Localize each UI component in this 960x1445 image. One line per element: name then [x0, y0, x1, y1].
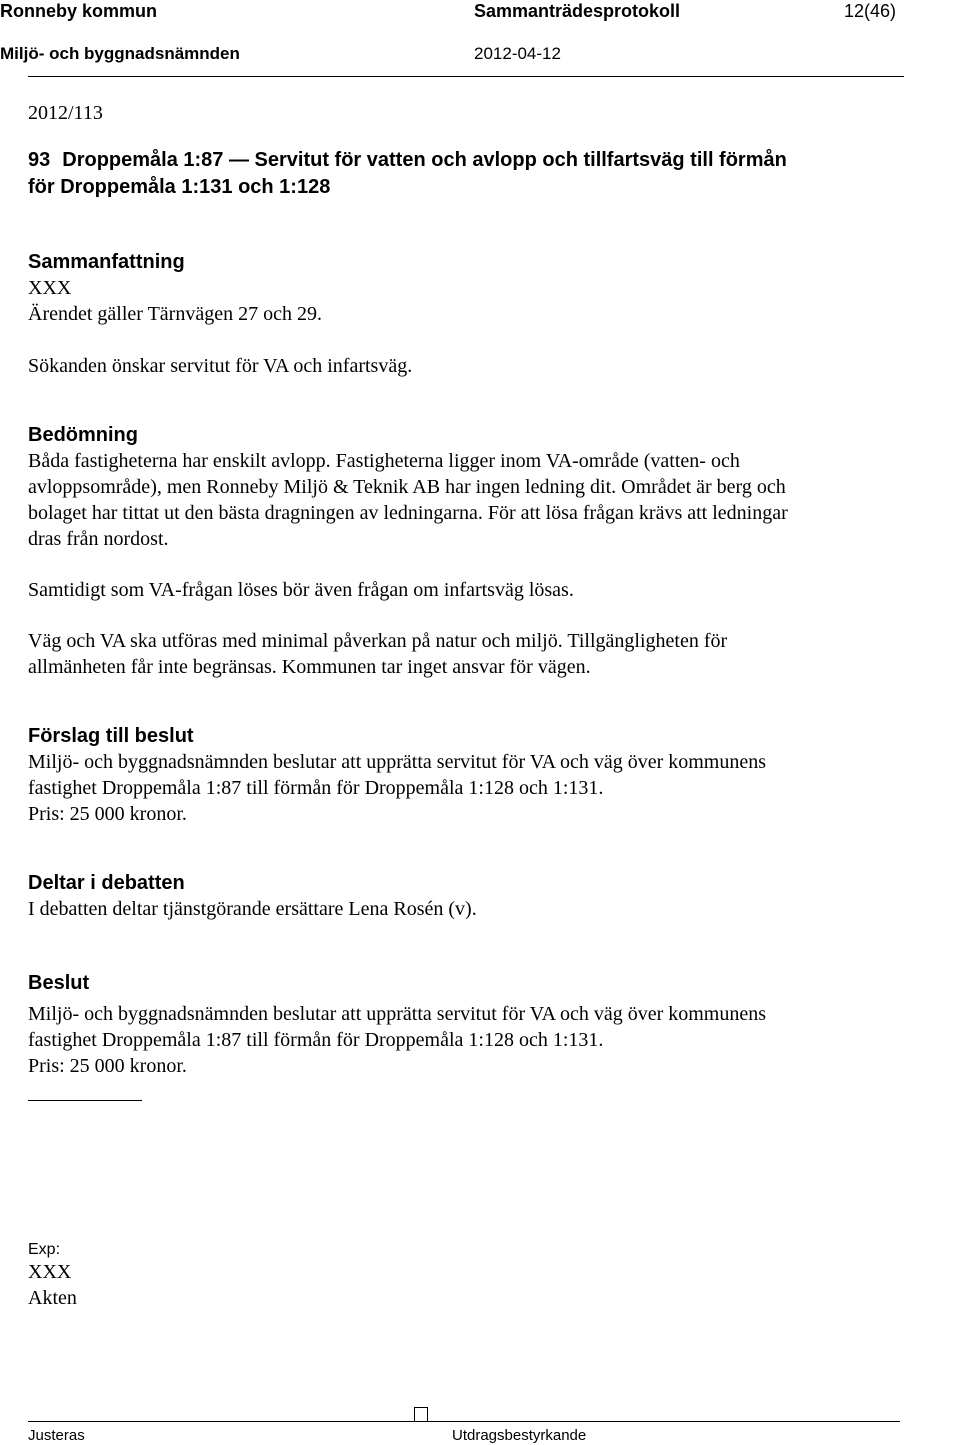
- bedomning-line: Väg och VA ska utföras med minimal påverkan på natur och miljö. Tillgängligheten för: [28, 630, 728, 652]
- section-number: 93: [28, 149, 51, 171]
- footer-justeras: Justeras: [28, 1427, 85, 1444]
- footer-mark: [414, 1407, 428, 1421]
- section-title-line1: Droppemåla 1:87 — Servitut för vatten och avlopp och tillfartsväg till förmån: [62, 149, 787, 171]
- footer-divider: [28, 1421, 900, 1422]
- forslag-line: Pris: 25 000 kronor.: [28, 803, 187, 825]
- section-title: [28, 147, 908, 201]
- expedition-label: Exp:: [28, 1241, 61, 1258]
- municipality-name: Ronneby kommun: [0, 1, 158, 21]
- committee-name: Miljö- och byggnadsnämnden: [0, 44, 240, 63]
- heading-forslag: Förslag till beslut: [28, 725, 194, 747]
- forslag-line: Miljö- och byggnadsnämnden beslutar att upprätta servitut för VA och väg över kommunens: [28, 751, 767, 773]
- page-number: 12(46): [844, 1, 897, 21]
- expedition-list: [28, 1259, 908, 1311]
- header-divider: [28, 76, 904, 77]
- bedomning-para2: Samtidigt som VA-frågan löses bör även frågan om infartsväg lösas.: [28, 579, 574, 601]
- heading-beslut: Beslut: [28, 972, 90, 994]
- heading-bedomning: Bedömning: [28, 424, 138, 446]
- footer-utdragsbestyrkande: Utdragsbestyrkande: [452, 1427, 587, 1444]
- expedition-item: Akten: [28, 1287, 77, 1309]
- signature-line: [28, 1100, 142, 1101]
- expedition-item: XXX: [28, 1261, 72, 1283]
- case-number: 2012/113: [28, 102, 103, 124]
- bedomning-para1: [28, 448, 908, 552]
- section-title-line2: för Droppemåla 1:131 och 1:128: [28, 176, 331, 198]
- heading-sammanfattning: Sammanfattning: [28, 251, 185, 273]
- bedomning-line: Båda fastigheterna har enskilt avlopp. Fastigheterna ligger inom VA-område (vatten- och: [28, 450, 740, 472]
- beslut-text: [28, 1001, 908, 1079]
- document-type: Sammanträdesprotokoll: [474, 1, 681, 21]
- beslut-line: fastighet Droppemåla 1:87 till förmån för Droppemåla 1:128 och 1:131.: [28, 1029, 604, 1051]
- sammanfattning-line: Ärendet gäller Tärnvägen 27 och 29.: [28, 303, 322, 325]
- forslag-text: [28, 749, 908, 827]
- heading-debatt: Deltar i debatten: [28, 872, 185, 894]
- bedomning-line: dras från nordost.: [28, 528, 169, 550]
- bedomning-para3: [28, 628, 908, 680]
- beslut-line: Pris: 25 000 kronor.: [28, 1055, 187, 1077]
- bedomning-line: allmänheten får inte begränsas. Kommunen tar inget ansvar för vägen.: [28, 656, 591, 678]
- debatt-text: I debatten deltar tjänstgörande ersättare Lena Rosén (v).: [28, 898, 477, 920]
- sammanfattning-text: [28, 275, 908, 327]
- beslut-line: Miljö- och byggnadsnämnden beslutar att upprätta servitut för VA och väg över kommunens: [28, 1003, 767, 1025]
- bedomning-line: avloppsområde), men Ronneby Miljö & Teknik AB har ingen ledning dit. Området är berg och: [28, 476, 786, 498]
- forslag-line: fastighet Droppemåla 1:87 till förmån för Droppemåla 1:128 och 1:131.: [28, 777, 604, 799]
- sammanfattning-line: XXX: [28, 277, 72, 299]
- sammanfattning-para2: Sökanden önskar servitut för VA och infartsväg.: [28, 355, 413, 377]
- bedomning-line: bolaget har tittat ut den bästa dragningen av ledningarna. För att lösa frågan krävs att ledningar: [28, 502, 788, 524]
- meeting-date: 2012-04-12: [474, 44, 561, 63]
